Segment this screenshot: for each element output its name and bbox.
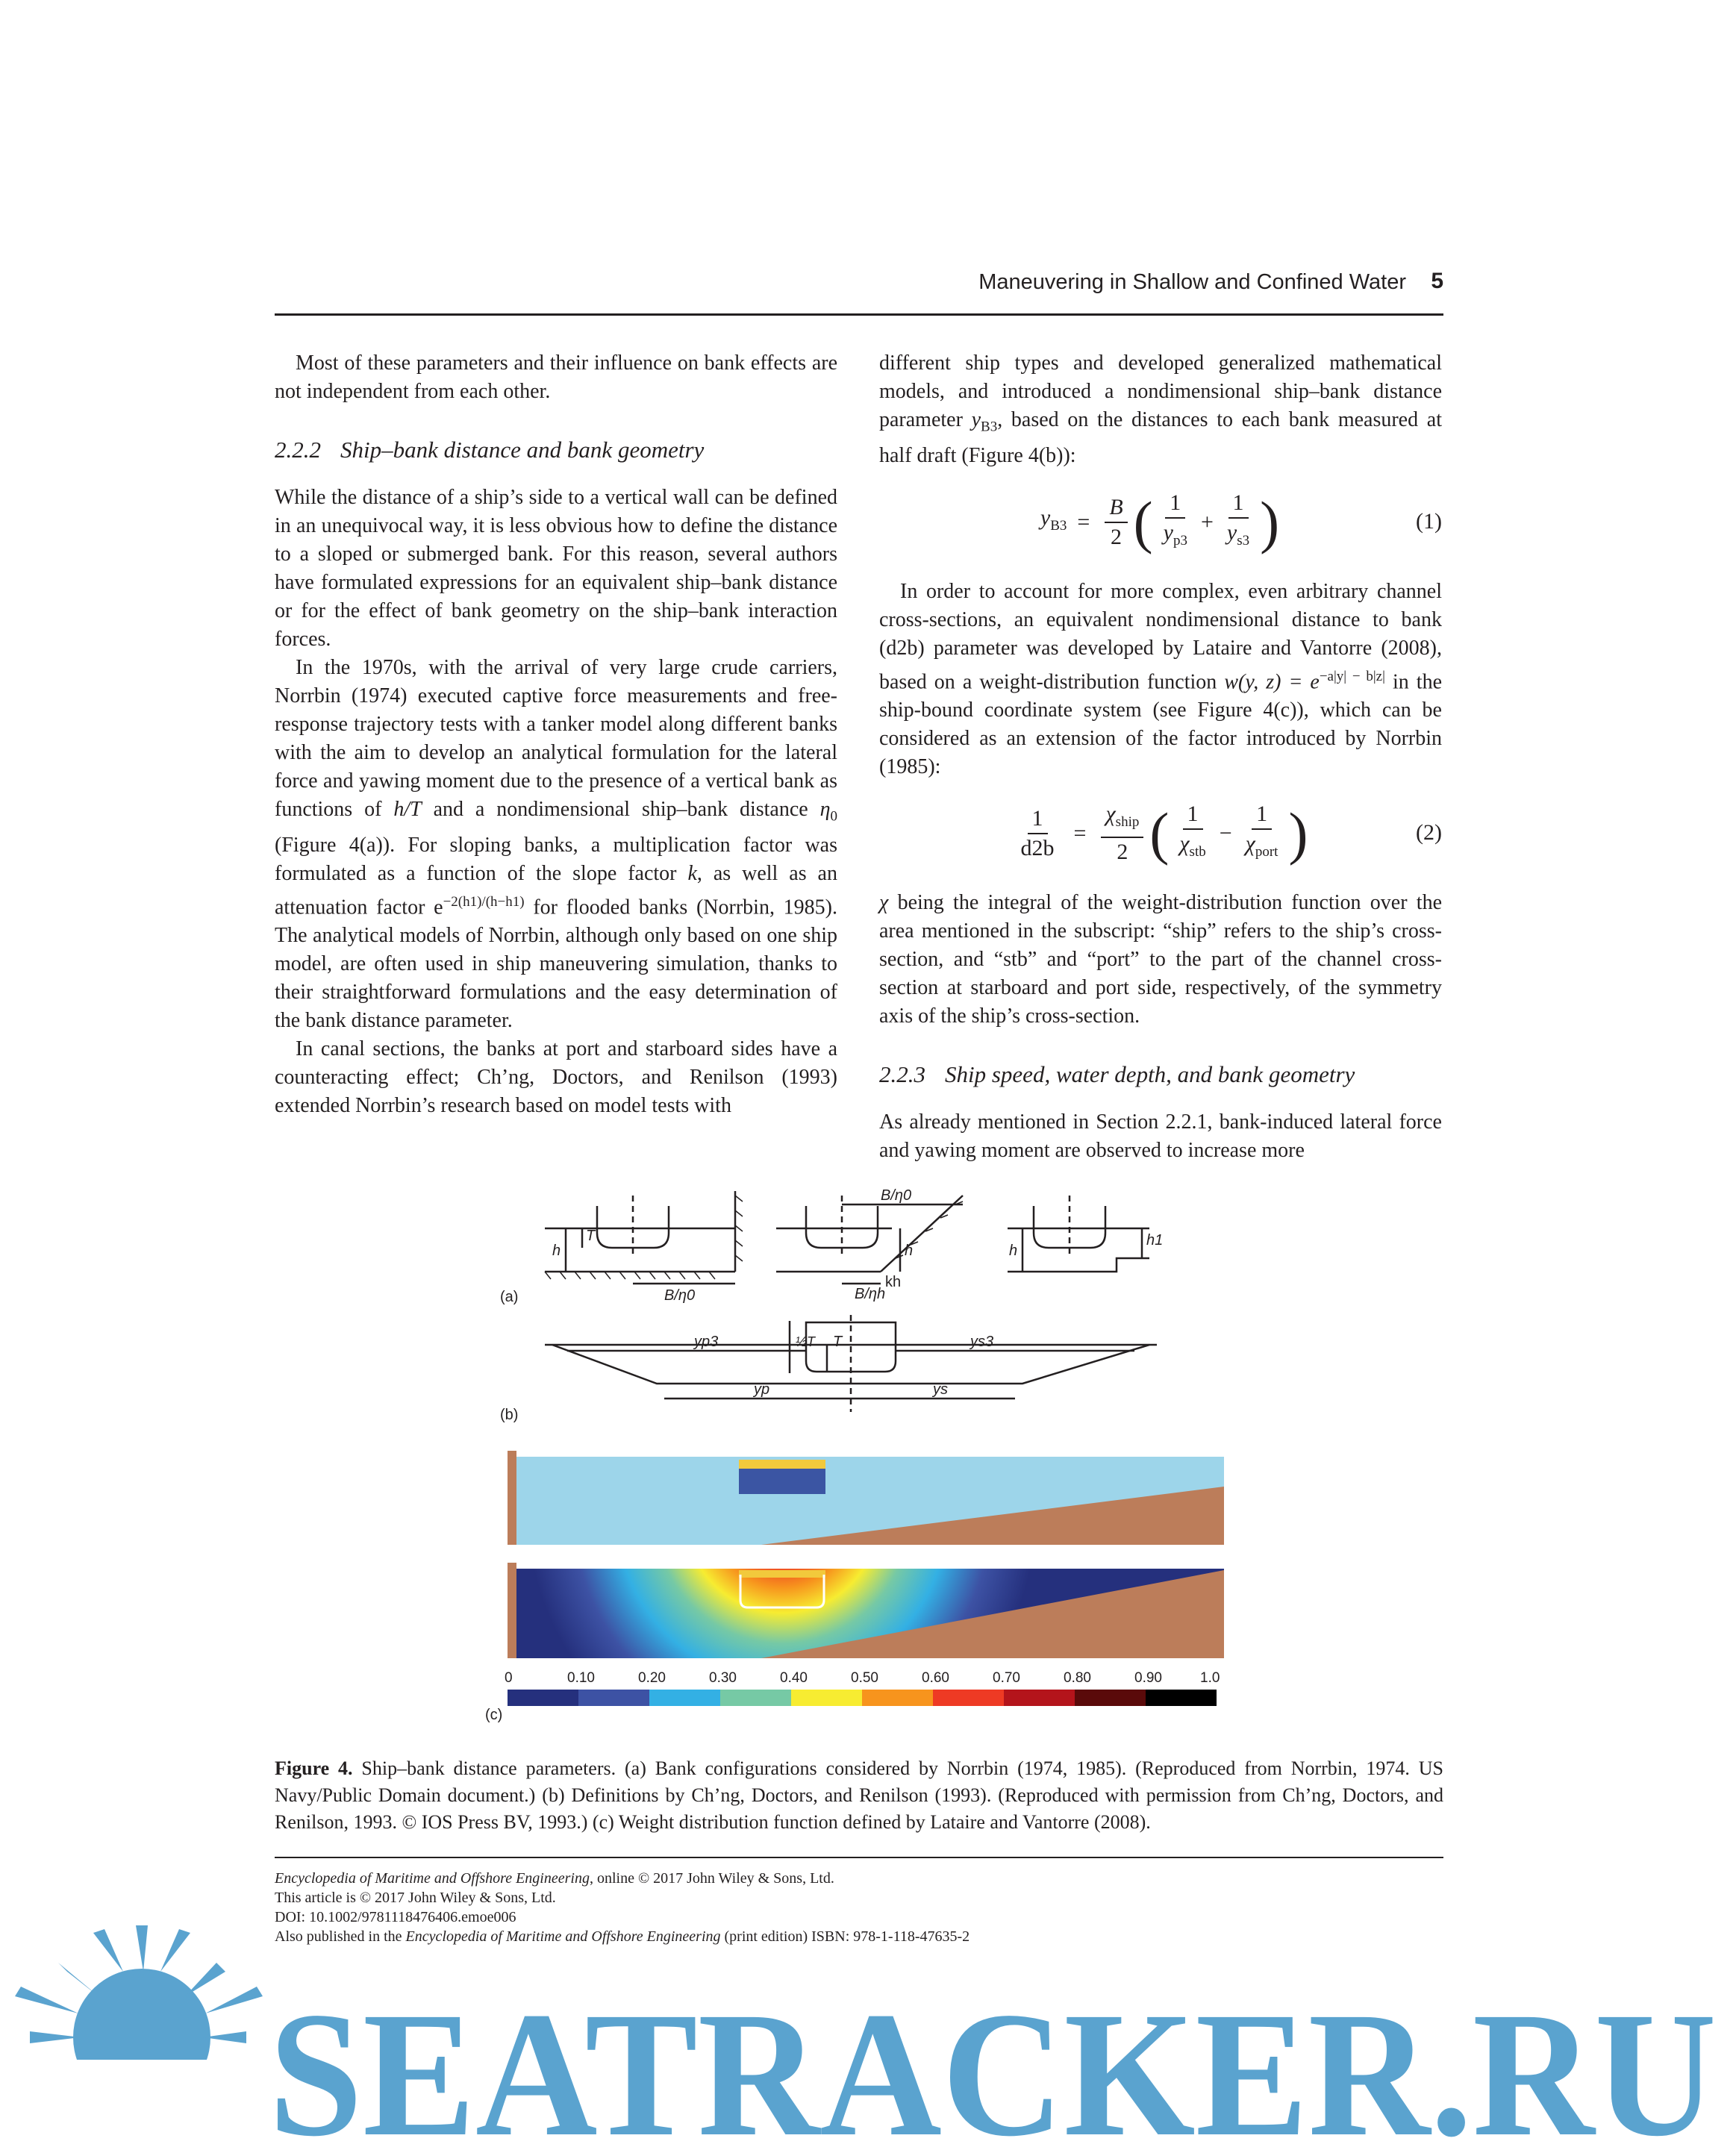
footer: Encyclopedia of Maritime and Offshore Engineering, online © 2017 John Wiley & Sons, Ltd. This article is © 2017 John Wiley & Sons, Ltd. DOI: 10.1002/9781118476406.emoe006 Also published in the Encyclopedia of Maritime and Offshore Engineering (print edition) ISBN: 978-1-118-47635-2 (275, 1857, 1443, 1946)
svg-text:0.20: 0.20 (638, 1670, 666, 1686)
right-column (879, 349, 1442, 1165)
svg-text:0.90: 0.90 (1134, 1670, 1162, 1686)
svg-text:0.30: 0.30 (709, 1670, 737, 1686)
watermark (0, 1925, 1736, 2149)
panel-c-label: (c) (485, 1707, 503, 1723)
sun-icon (0, 1925, 284, 2149)
svg-text:0.50: 0.50 (851, 1670, 878, 1686)
svg-text:h1: h1 (1146, 1232, 1164, 1249)
svg-text:h: h (1009, 1243, 1018, 1259)
equation-number: (1) (1416, 508, 1442, 534)
svg-text:0.60: 0.60 (922, 1670, 949, 1686)
svg-text:1.0: 1.0 (1200, 1670, 1220, 1686)
svg-text:0.80: 0.80 (1064, 1670, 1091, 1686)
panel-a-label: (a) (500, 1289, 519, 1305)
running-title: Maneuvering in Shallow and Confined Water (978, 270, 1406, 294)
running-header (275, 269, 1443, 316)
panel-b (545, 1315, 1157, 1412)
paragraph: While the distance of a ship’s side to a vertical wall can be defined in an unequivocal way, it is less obvious how to define the distance to a sloped or submerged bank. For this reason, several authors have formulated expressions for an equivalent ship–bank distance or for the effect of bank geometry on the ship–bank interaction forces. (275, 486, 837, 651)
svg-text:kh: kh (885, 1274, 902, 1290)
equation-number: (2) (1416, 819, 1442, 845)
svg-text:0.10: 0.10 (567, 1670, 595, 1686)
paragraph: different ship types and developed generalized mathematical models, and introduced a nondimensional ship–bank distance parameter $y_{B3}$, based on the distances to each bank measured at half draft (Figure 4(b)): (879, 351, 1442, 467)
colorbar (508, 1690, 1217, 1706)
svg-text:yp: yp (754, 1381, 770, 1398)
svg-text:h: h (552, 1243, 561, 1259)
watermark-text: SEATRACKER.RU (269, 1975, 1717, 2149)
panel-b-label: (b) (500, 1407, 519, 1423)
paragraph: Most of these parameters and their influence on bank effects are not independent from each other. (275, 351, 837, 403)
svg-text:ys3: ys3 (970, 1334, 994, 1350)
figure-4 (478, 1188, 1246, 1733)
colorbar-ticks (505, 1670, 1220, 1686)
paragraph: In canal sections, the banks at port and starboard sides have a counteracting effect; Ch’ng, Doctors, and Renilson (1993) extended Norrbin’s research based on model tests with (275, 1037, 837, 1117)
panel-c-top (508, 1451, 1224, 1545)
svg-text:0.70: 0.70 (993, 1670, 1020, 1686)
svg-text:½T: ½T (796, 1334, 816, 1349)
equation-1: $y_{B3}$ = $\frac{B}{2}$ ( $\frac{1}{y_{p3}}$ + $\frac{1}{y_{s3}}$ ) (1) (1040, 489, 1442, 554)
svg-text:B/ηh: B/ηh (855, 1286, 886, 1302)
section-heading-2-2-3 (879, 1060, 1442, 1089)
paragraph: In order to account for more complex, even arbitrary channel cross-sections, an equivalent nondimensional distance to bank (d2b) parameter was developed by Lataire and Vantorre (2008), based on a weight-distribution function w(y, $z) = e^{-a|y| - b|z|}$ in the ship-bound coordinate system (see Figure 4(c)), which can be considered as an extension of the factor introduced by Norrbin (1985): (879, 579, 1442, 778)
section-title: Ship–bank distance and bank geometry (340, 437, 705, 463)
panel-a (545, 1191, 1149, 1284)
figure-caption: Figure 4. Ship–bank distance parameters. (a) Bank configurations considered by Norrbin (1974, 1985). (Reproduced from Norrbin, 1974. US Navy/Public Domain document.) (b) Definitions by Ch’ng, Doctors, and Renilson (1993). (Reproduced with permission from Ch’ng, Doctors, and Renilson, 1993. © IOS Press BV, 1993.) (c) Weight distribution function defined by Lataire and Vantorre (2008). (275, 1757, 1444, 1833)
svg-text:0.40: 0.40 (780, 1670, 808, 1686)
svg-text:0: 0 (505, 1670, 513, 1686)
paragraph: In the 1970s, with the arrival of very large crude carriers, Norrbin (1974) executed captive force measurements and free-response trajectory tests with a tanker model along different banks with the aim to develop an analytical formulation for the lateral force and yawing moment due to the presence of a vertical bank as functions of h/T and a nondimensional ship–bank distance $\eta_0$ (Figure 4(a)). For sloping banks, a multiplication factor was formulated as a function of the slope factor k, as well as an attenuation factor $e^{-2(h1)/(h-h1)}$ for flooded banks (Norrbin, 1985). The analytical models of Norrbin, although only based on one ship model, are often used in ship maneuvering simulation, thanks to their straightforward formulations and the easy determination of the bank distance parameter. (275, 656, 837, 1032)
svg-text:h: h (905, 1243, 914, 1259)
page-number: 5 (1431, 269, 1443, 293)
svg-text:yp3: yp3 (694, 1334, 719, 1350)
panel-c-weight-field (508, 1563, 1224, 1658)
section-heading-2-2-2 (275, 436, 837, 464)
equation-2: $\frac{1}{d2b}$ = $\frac{\chi_{ship}}{2}$ ( $\frac{1}{\chi_{stb}}$ − $\frac{1}{\chi_{port}}$ ) (2) (1020, 800, 1442, 866)
section-number: 2.2.2 (275, 437, 321, 463)
svg-text:B/η0: B/η0 (881, 1188, 912, 1204)
left-column (275, 349, 837, 1120)
svg-text:ys: ys (933, 1381, 948, 1398)
paragraph: χ being the integral of the weight-distribution function over the area mentioned in the subscript: “ship” refers to the ship’s cross-section, and “stb” and “port” to the part of the channel cross-section at starboard and port side, respectively, of the symmetry axis of the ship’s cross-section. (879, 890, 1442, 1028)
section-title: Ship speed, water depth, and bank geometry (945, 1060, 1355, 1087)
svg-text:B/η0: B/η0 (664, 1287, 696, 1304)
paragraph: As already mentioned in Section 2.2.1, bank-induced lateral force and yawing moment are observed to increase more (879, 1110, 1442, 1162)
svg-text:T: T (833, 1334, 843, 1350)
section-number: 2.2.3 (879, 1060, 925, 1087)
svg-text:T: T (586, 1228, 596, 1244)
